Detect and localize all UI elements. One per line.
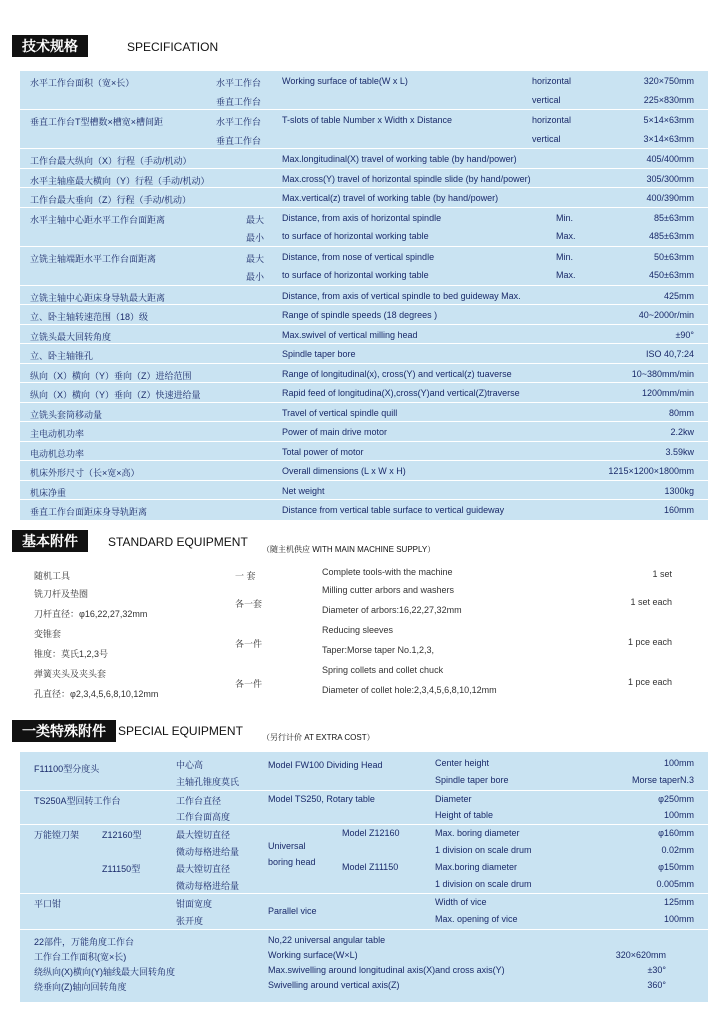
spec-row xyxy=(20,402,708,423)
special-item-model: Model Z12160 xyxy=(342,828,400,838)
spec-row xyxy=(20,480,708,501)
spec-label-en: Max.cross(Y) travel of horizontal spindle slide (by hand/power) xyxy=(282,173,531,184)
special-item-param: 最大镗切直径 xyxy=(176,830,231,840)
spec-value: 3×14×63mm xyxy=(643,133,694,144)
special-item-param: 最大镗切直径 xyxy=(176,864,231,874)
special-item-param-en: Diameter xyxy=(435,794,472,804)
spec-sub-label-cn: 最小 xyxy=(246,272,265,282)
std-item-name-en: Reducing sleeves xyxy=(322,625,394,635)
special-item-param-en: 1 division on scale drum xyxy=(435,845,532,855)
spec-row xyxy=(20,499,708,520)
spec-label-cn: 主电动机功率 xyxy=(30,429,85,439)
spec-label-en: Max.swivel of vertical milling head xyxy=(282,329,418,340)
spec-row xyxy=(20,285,708,306)
spec-label-cn: 立铣头最大回转角度 xyxy=(30,331,112,342)
spec-table xyxy=(20,70,708,520)
std-item-qty: 一 套 xyxy=(235,571,256,581)
spec-row xyxy=(20,441,708,462)
spec-row xyxy=(20,226,708,246)
spec-label-en: Spindle taper bore xyxy=(282,349,356,359)
special-item-model: boring head xyxy=(268,857,316,867)
special-item-param-en: 1 division on scale drum xyxy=(435,879,532,889)
spec-label-en: Max.longitudinal(X) travel of working table (by hand/power) xyxy=(282,154,517,164)
spec-value: 85±63mm xyxy=(654,212,694,223)
std-item-qty: 各一件 xyxy=(235,679,263,689)
spec-label-en: Distance, from axis of horizontal spindle xyxy=(282,212,442,223)
special-item-param-en: Max. opening of vice xyxy=(435,914,518,924)
spec-label-en: Net weight xyxy=(282,485,325,496)
spec-row xyxy=(20,187,708,208)
spec-qualifier: vertical xyxy=(532,133,561,144)
special-item-model: Model FW100 Dividing Head xyxy=(268,760,383,770)
special-item-param: 主轴孔锥度莫氏 xyxy=(176,777,240,787)
spec-label-cn: 立、卧主轴转速范围（18）级 xyxy=(30,312,149,322)
spec-label-en: Distance, from nose of vertical spindle xyxy=(282,251,435,262)
spec-value: 485±63mm xyxy=(649,231,694,241)
spec-row xyxy=(20,109,708,130)
spec-row xyxy=(20,421,708,442)
spec-qualifier: Min. xyxy=(556,251,574,262)
spec-row xyxy=(20,246,708,267)
std-item-value: 1 set each xyxy=(630,597,672,607)
std-item-name-en: Complete tools-with the machine xyxy=(322,567,453,577)
special-item-value: Morse taperN.3 xyxy=(631,775,694,785)
spec-row xyxy=(20,265,708,285)
std-item-spec: 孔直径：φ2,3,4,5,6,8,10,12mm xyxy=(34,689,159,699)
special-equipment-table xyxy=(20,752,708,1002)
std-item-name: 随机工具 xyxy=(34,571,71,581)
std-item-value: 1 set xyxy=(652,569,672,579)
special-item-param: 钳面宽度 xyxy=(176,899,213,909)
spec-label-cn: 水平主轴座最大横向（Y）行程（手动/机动） xyxy=(30,175,210,186)
spec-row xyxy=(20,129,708,149)
spec-row xyxy=(20,207,708,228)
spec-value: 305/300mm xyxy=(646,173,694,184)
special-item-value: 320×620mm xyxy=(615,950,666,960)
special-item-name: 绕纵向(X)横向(Y)轴线最大回转角度 xyxy=(34,967,175,977)
spec-value: 10~380mm/min xyxy=(631,368,694,379)
special-item-name: TS250A型回转工作台 xyxy=(34,796,121,806)
special-item-param-en: Height of table xyxy=(435,810,494,820)
spec-label-cn: 水平工作台面积（宽×长） xyxy=(30,78,135,88)
spec-value: 320×750mm xyxy=(643,76,694,86)
special-item-param: 中心高 xyxy=(176,760,204,770)
spec-qualifier: Max. xyxy=(556,270,576,280)
spec-row xyxy=(20,168,708,189)
spec-sub-label-cn: 最小 xyxy=(246,233,265,243)
spec-row xyxy=(20,363,708,384)
row-divider xyxy=(20,790,708,791)
special-item-value: φ250mm xyxy=(658,794,694,804)
special-item-value: 360° xyxy=(647,980,666,990)
row-divider xyxy=(20,893,708,894)
std-item-name: 变锥套 xyxy=(34,629,62,639)
special-item-param-en: Working surface(W×L) xyxy=(268,950,358,960)
special-item-value: φ150mm xyxy=(658,862,694,872)
std-item-spec-en: Diameter of collet hole:2,3,4,5,6,8,10,12mm xyxy=(322,685,497,695)
spec-value: 50±63mm xyxy=(654,251,694,262)
special-item-param: 工作台面高度 xyxy=(176,812,231,822)
spec-row xyxy=(20,148,708,169)
spec-value: ISO 40,7:24 xyxy=(645,349,694,359)
special-item-value: φ160mm xyxy=(658,828,694,838)
row-divider xyxy=(20,824,708,825)
spec-label-en: to surface of horizontal working table xyxy=(282,231,429,241)
spec-label-cn: 水平主轴中心距水平工作台面距离 xyxy=(30,214,166,225)
spec-label-en: Overall dimensions (L x W x H) xyxy=(282,466,406,476)
spec-row xyxy=(20,343,708,364)
spec-label-cn: 垂直工作台T型槽数×槽宽×槽间距 xyxy=(30,117,164,127)
special-item-param-en: Max. boring diameter xyxy=(435,828,520,838)
spec-value: 5×14×63mm xyxy=(643,115,694,125)
special-item-name: 工作台工作面积(宽×长) xyxy=(34,952,127,962)
special-item-value: 100mm xyxy=(663,914,694,924)
std-item-value: 1 pce each xyxy=(627,637,672,647)
spec-label-cn: 工作台最大纵向（X）行程（手动/机动） xyxy=(30,156,192,166)
spec-value: 425mm xyxy=(663,290,694,301)
special-item-model-cn: Z11150型 xyxy=(102,864,141,874)
special-item-value: 0.02mm xyxy=(661,845,694,855)
spec-value: 40~2000r/min xyxy=(638,310,694,320)
special-item-value: 125mm xyxy=(663,897,694,907)
row-divider xyxy=(20,929,708,930)
spec-row xyxy=(20,382,708,403)
spec-sub-label-cn: 水平工作台 xyxy=(216,78,262,88)
std-item-name: 弹簧夹头及夹头套 xyxy=(34,669,107,679)
special-item-model-cn: Z12160型 xyxy=(102,830,142,840)
std-section-note: （随主机供应 WITH MAIN MACHINE SUPPLY） xyxy=(262,545,436,554)
spec-label-cn: 机床净重 xyxy=(30,487,67,498)
std-item-name: 铣刀杆及垫圈 xyxy=(34,589,89,599)
spec-label-cn: 纵向（X）横向（Y）垂向（Z）快速进给量 xyxy=(30,390,201,400)
spec-label-en: Rapid feed of longitudina(X),cross(Y)and vertical(Z)traverse xyxy=(282,388,520,398)
spec-label-cn: 机床外形尺寸（长×宽×高） xyxy=(30,468,140,478)
special-item-model: Parallel vice xyxy=(268,906,317,916)
spec-value: 450±63mm xyxy=(649,270,694,280)
spec-label-cn: 工作台最大垂向（Z）行程（手动/机动） xyxy=(30,195,191,205)
special-item-param-en: Swivelling around vertical axis(Z) xyxy=(268,980,400,990)
spec-label-en: Max.vertical(z) travel of working table (by hand/power) xyxy=(282,193,499,203)
spec-sub-label-cn: 垂直工作台 xyxy=(216,135,262,146)
special-item-value: ±30° xyxy=(647,965,666,975)
special-item-param-en: No,22 universal angular table xyxy=(268,935,386,945)
special-item-param: 微动每格进给量 xyxy=(176,881,240,891)
special-item-param-en: Spindle taper bore xyxy=(435,775,509,785)
spec-qualifier: Min. xyxy=(556,212,574,223)
spec-label-en: Travel of vertical spindle quill xyxy=(282,407,398,418)
special-item-name: F11100型分度头 xyxy=(34,764,100,774)
spec-sub-label-cn: 最大 xyxy=(246,214,265,225)
std-item-spec-en: Diameter of arbors:16,22,27,32mm xyxy=(322,605,462,615)
spec-label-en: Distance, from axis of vertical spindle to bed guideway Max. xyxy=(282,290,521,301)
spec-sub-label-cn: 垂直工作台 xyxy=(216,96,262,107)
spec-row xyxy=(20,304,708,325)
spec-label-en: Range of spindle speeds (18 degrees ) xyxy=(282,310,438,320)
std-item-name-en: Milling cutter arbors and washers xyxy=(322,585,455,595)
special-item-value: 0.005mm xyxy=(656,879,694,889)
special-item-name: 万能镗刀架 xyxy=(34,830,80,840)
spec-label-en: to surface of horizontal working table xyxy=(282,270,429,280)
spec-value: 1215×1200×1800mm xyxy=(608,466,694,476)
spec-value: ±90° xyxy=(675,329,694,340)
spec-label-cn: 电动机总功率 xyxy=(30,448,85,459)
std-item-spec-en: Taper:Morse taper No.1,2,3, xyxy=(322,645,435,655)
spec-qualifier: horizontal xyxy=(532,76,572,86)
special-section-title: SPECIAL EQUIPMENT xyxy=(118,724,243,738)
special-item-name: 平口钳 xyxy=(34,899,62,909)
std-item-spec: 刀杆直径：φ16,22,27,32mm xyxy=(34,609,148,619)
spec-label-cn: 立、卧主轴锥孔 xyxy=(30,351,94,361)
spec-label-en: Total power of motor xyxy=(282,446,364,457)
spec-value: 400/390mm xyxy=(646,193,694,203)
spec-label-en: T-slots of table Number x Width x Distance xyxy=(282,115,453,125)
std-section-title: STANDARD EQUIPMENT xyxy=(108,535,248,549)
special-item-value: 100mm xyxy=(663,810,694,820)
spec-label-en: Working surface of table(W x L) xyxy=(282,76,408,86)
spec-sub-label-cn: 最大 xyxy=(246,253,265,264)
spec-row xyxy=(20,324,708,345)
special-item-param-en: Max.swivelling around longitudinal axis(X)and cross axis(Y) xyxy=(268,965,505,975)
spec-value: 225×830mm xyxy=(643,94,694,105)
special-section-label: 一类特殊附件 xyxy=(12,720,116,742)
spec-value: 1300kg xyxy=(664,485,694,496)
special-section-note: （另行计价 AT EXTRA COST） xyxy=(262,733,375,742)
special-item-name: 绕垂向(Z)轴向回转角度 xyxy=(34,982,127,992)
spec-label-cn: 立铣主轴端距水平工作台面距离 xyxy=(30,253,157,264)
spec-label-cn: 垂直工作台面距床身导轨距离 xyxy=(30,507,148,517)
spec-value: 405/400mm xyxy=(646,154,694,164)
spec-label-en: Distance from vertical table surface to vertical guideway xyxy=(282,505,505,515)
special-item-value: 100mm xyxy=(663,758,694,768)
spec-label-en: Range of longitudinal(x), cross(Y) and vertical(z) tuaverse xyxy=(282,368,512,379)
spec-label-cn: 立铣主轴中心距床身导轨最大距离 xyxy=(30,292,166,303)
spec-row xyxy=(20,90,708,110)
std-item-name-en: Spring collets and collet chuck xyxy=(322,665,444,675)
spec-row xyxy=(20,70,708,91)
special-item-param: 微动每格进给量 xyxy=(176,847,240,857)
spec-qualifier: Max. xyxy=(556,231,576,241)
spec-label-cn: 纵向（X）横向（Y）垂向（Z）进给范围 xyxy=(30,370,192,381)
spec-section-title: SPECIFICATION xyxy=(127,40,219,54)
special-item-param-en: Width of vice xyxy=(435,897,487,907)
spec-row xyxy=(20,460,708,481)
special-item-model: Model Z11150 xyxy=(342,862,399,872)
special-item-param: 张开度 xyxy=(176,916,204,926)
spec-qualifier: horizontal xyxy=(532,115,572,125)
special-item-param: 工作台直径 xyxy=(176,796,222,806)
spec-value: 80mm xyxy=(668,407,694,418)
special-item-name: 22部件，万能角度工作台 xyxy=(34,937,135,947)
std-item-spec: 锥度：莫氏1,2,3号 xyxy=(34,649,109,659)
spec-value: 2.2kw xyxy=(670,427,694,437)
std-item-qty: 各一件 xyxy=(235,639,263,649)
spec-value: 1200mm/min xyxy=(641,388,694,398)
spec-value: 3.59kw xyxy=(665,446,694,457)
special-item-param-en: Max.boring diameter xyxy=(435,862,518,872)
spec-qualifier: vertical xyxy=(532,94,561,105)
spec-value: 160mm xyxy=(663,505,694,515)
std-item-qty: 各一套 xyxy=(235,599,263,609)
std-item-value: 1 pce each xyxy=(627,677,672,687)
special-item-param-en: Center height xyxy=(435,758,490,768)
spec-label-en: Power of main drive motor xyxy=(282,427,388,437)
spec-label-cn: 立铣头套筒移动量 xyxy=(30,409,103,420)
spec-section-label: 技术规格 xyxy=(12,35,88,57)
spec-sub-label-cn: 水平工作台 xyxy=(216,117,262,127)
special-item-model: Universal xyxy=(268,841,306,851)
std-section-label: 基本附件 xyxy=(12,530,88,552)
special-item-model: Model TS250, Rotary table xyxy=(268,794,375,804)
